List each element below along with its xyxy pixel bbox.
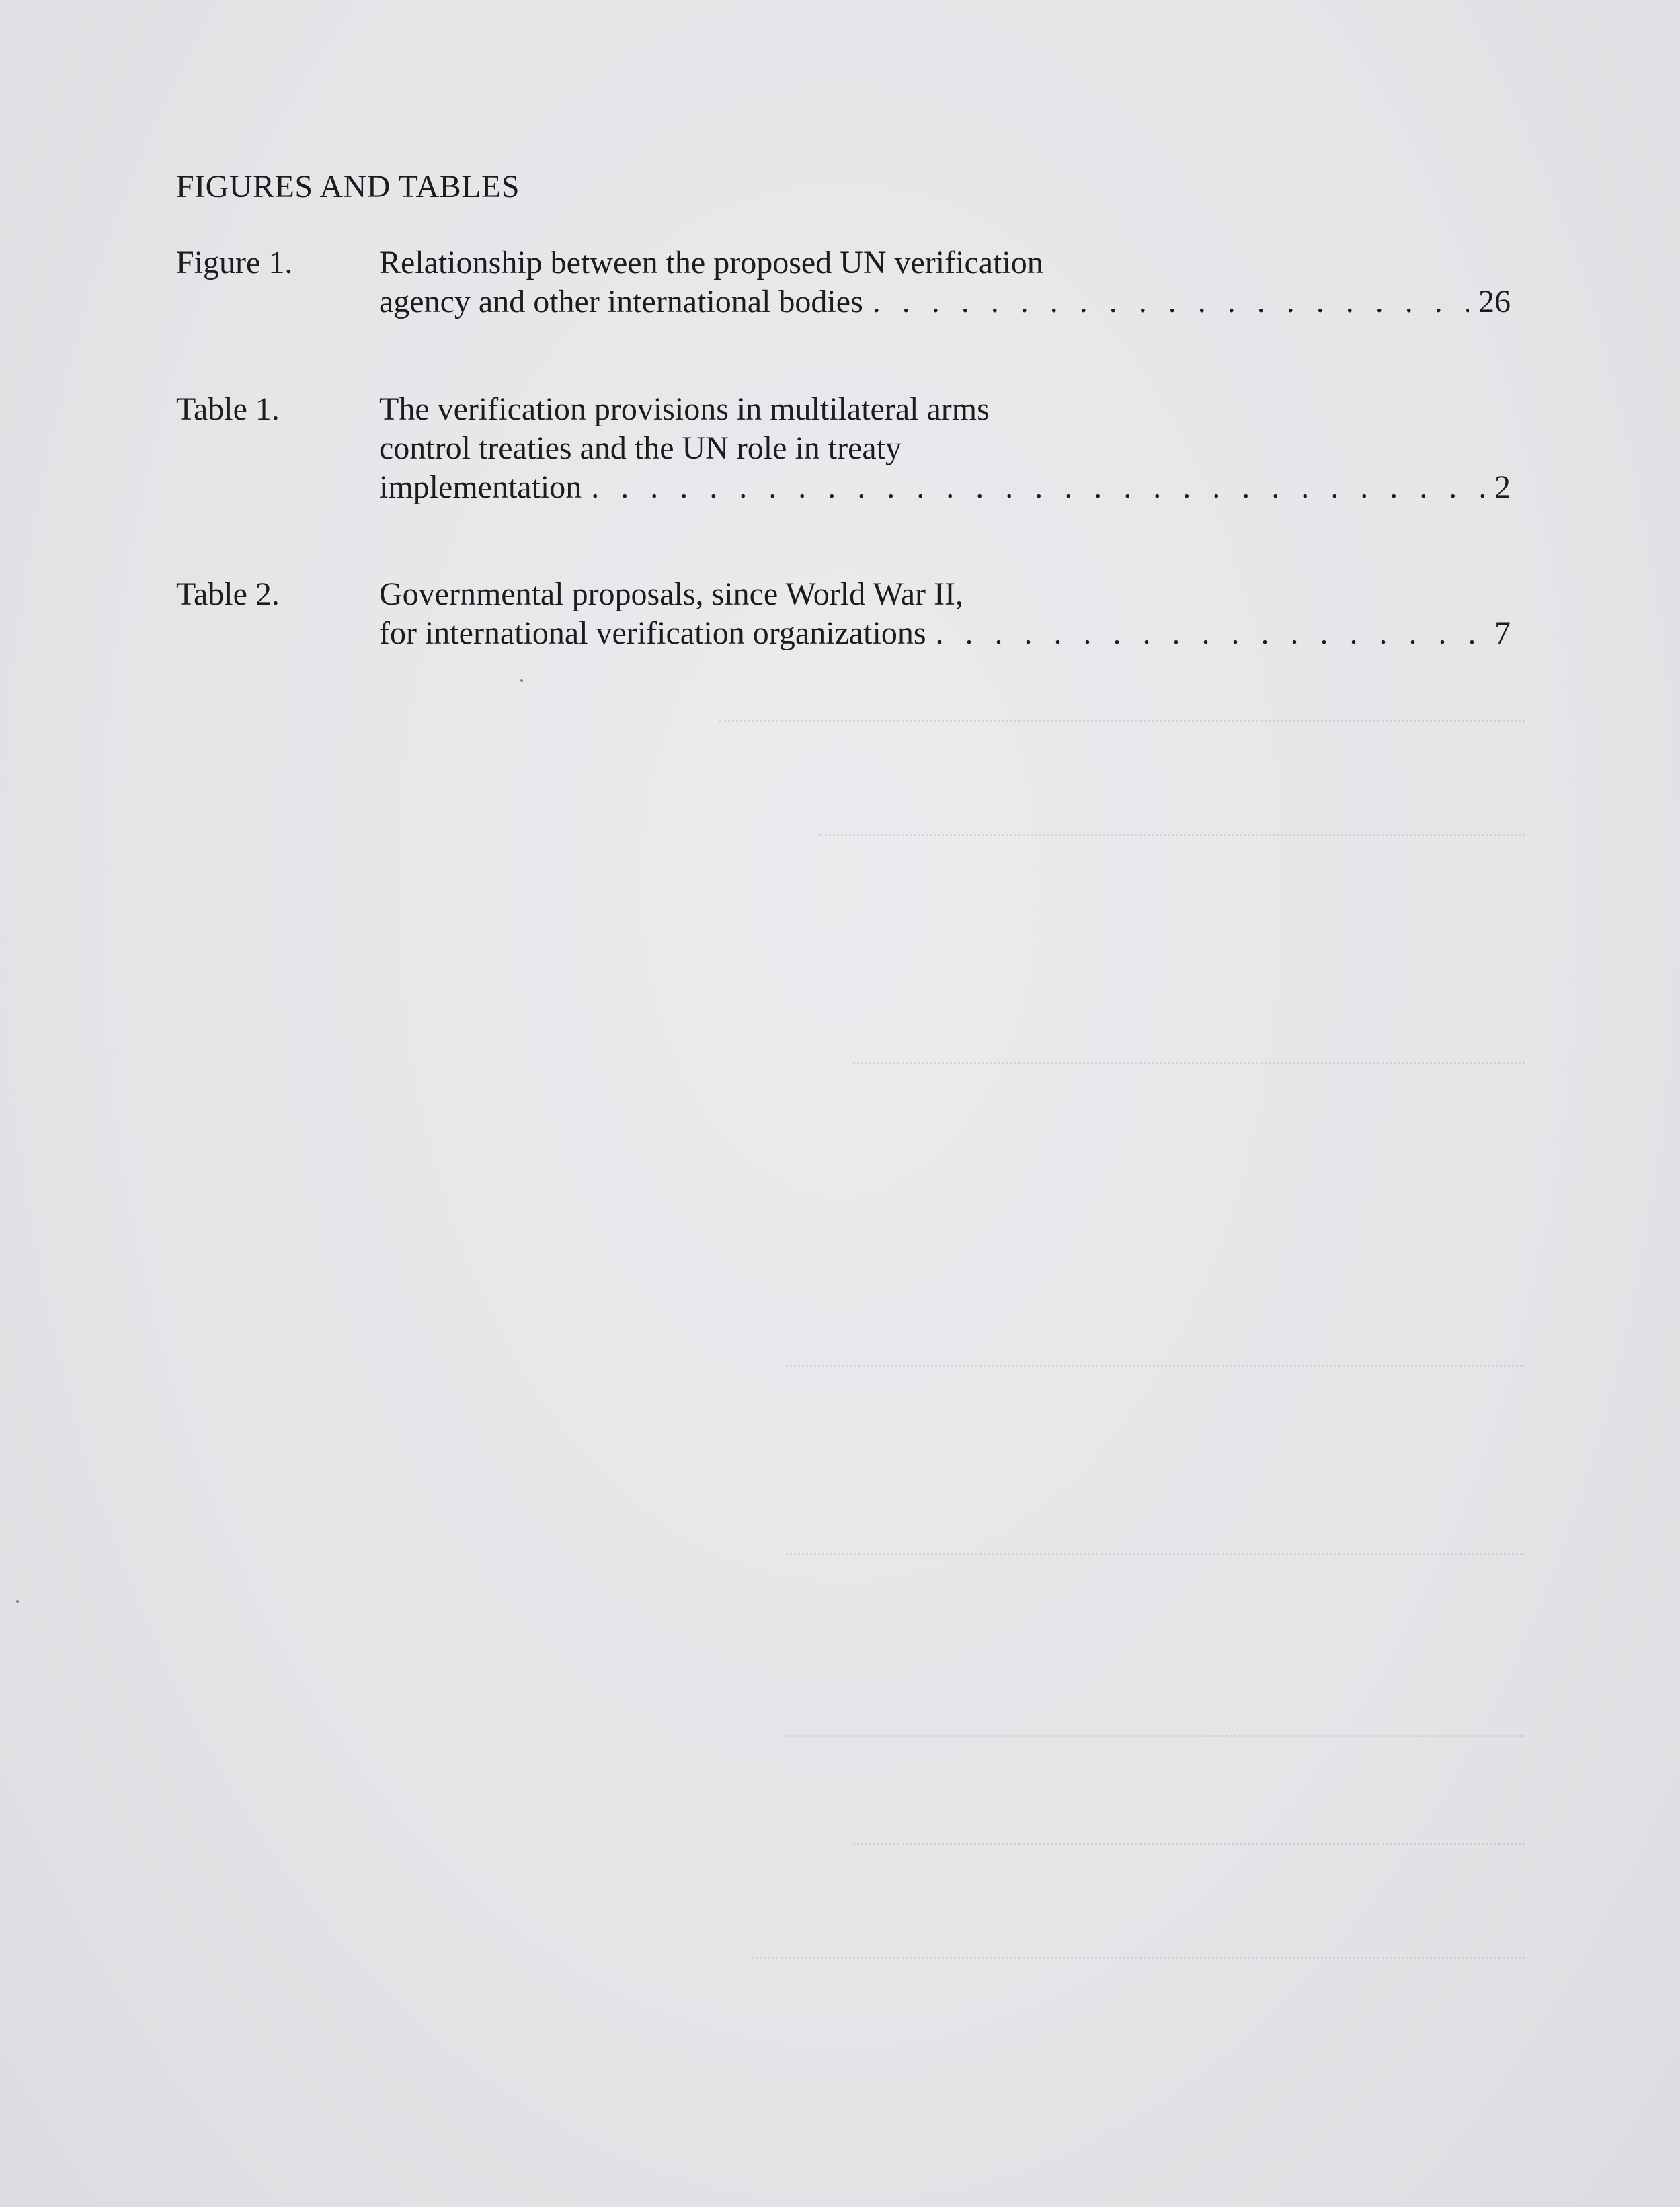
entry-description	[379, 575, 1511, 653]
list-item-table-2	[176, 575, 1511, 653]
section-title: FIGURES AND TABLES	[176, 169, 520, 204]
entry-label: Table 2.	[176, 576, 280, 612]
entry-last-line	[379, 614, 1511, 653]
entry-line: The verification provisions in multilateral arms	[379, 391, 990, 427]
entry-label: Table 1.	[176, 391, 280, 427]
dot-leader	[873, 282, 1469, 321]
entry-description	[379, 390, 1511, 507]
entry-last-line	[379, 282, 1511, 321]
paper-speck	[16, 1600, 19, 1603]
entry-last-line	[379, 468, 1511, 507]
page-number: 2	[1494, 469, 1511, 505]
entry-line: Relationship between the proposed UN verification	[379, 245, 1043, 280]
entry-line: implementation	[379, 469, 582, 505]
entry-line: control treaties and the UN role in treaty	[379, 430, 902, 466]
entry-line: Governmental proposals, since World War II,	[379, 576, 963, 612]
entry-line: for international verification organizations	[379, 615, 926, 651]
paper-speck	[520, 679, 523, 682]
entry-description	[379, 243, 1511, 321]
entry-line: agency and other international bodies	[379, 284, 863, 319]
entry-label: Figure 1.	[176, 245, 293, 280]
list-item-table-1	[176, 390, 1511, 507]
page-number: 26	[1478, 284, 1511, 319]
dot-leader	[591, 468, 1485, 507]
page-number: 7	[1494, 615, 1511, 651]
dot-leader	[936, 614, 1486, 653]
list-item-figure-1	[176, 243, 1511, 321]
